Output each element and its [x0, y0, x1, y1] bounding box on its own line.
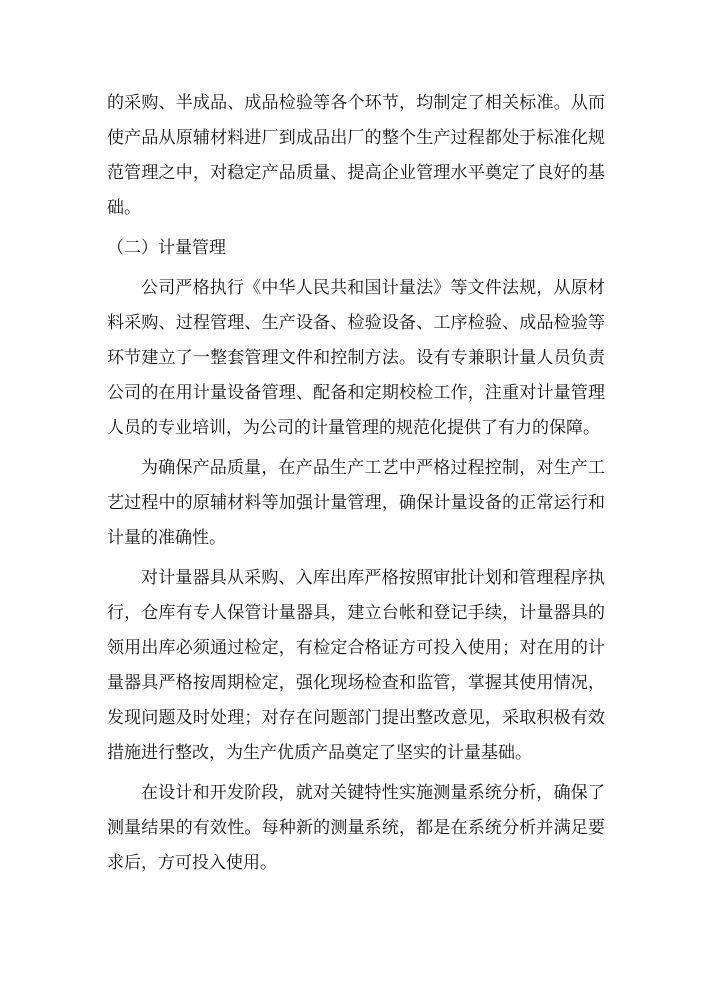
text-line: 领用出库必须通过检定，有检定合格证方可投入使用；对在用的计 — [107, 638, 605, 658]
text-line: 发现问题及时处理；对存在问题部门提出整改意见，采取积极有效 — [107, 708, 605, 728]
text-line: 公司严格执行《中华人民共和国计量法》等文件法规，从原材 — [141, 278, 605, 298]
text-line: 量器具严格按周期检定，强化现场检查和监管，掌握其使用情况， — [107, 673, 605, 693]
text-line: 措施进行整改，为生产优质产品奠定了坚实的计量基础。 — [107, 743, 532, 763]
text-line: 范管理之中，对稳定产品质量、提高企业管理水平奠定了良好的基 — [107, 163, 605, 183]
text-line: 的采购、半成品、成品检验等各个环节，均制定了相关标准。从而 — [107, 93, 605, 113]
section-heading — [107, 231, 605, 266]
text-line: 为确保产品质量，在产品生产工艺中严格过程控制，对生产工 — [141, 458, 605, 478]
paragraph-metrology-law — [107, 271, 605, 446]
text-line: 对计量器具从采购、入库出库严格按照审批计划和管理程序执 — [141, 568, 605, 588]
paragraph-process-control — [107, 451, 605, 556]
paragraph-instruments — [107, 561, 605, 771]
text-line: 人员的专业培训，为公司的计量管理的规范化提供了有力的保障。 — [107, 418, 600, 438]
text-line: 计量的准确性。 — [107, 528, 226, 548]
text-line: 在设计和开发阶段，就对关键特性实施测量系统分析，确保了 — [141, 783, 605, 803]
text-line: 料采购、过程管理、生产设备、检验设备、工序检验、成品检验等 — [107, 313, 605, 333]
paragraph-intro-continued — [107, 86, 605, 226]
section-heading-text: （二）计量管理 — [107, 238, 226, 258]
document-body — [107, 86, 605, 881]
text-line: 求后，方可投入使用。 — [107, 853, 277, 873]
text-line: 艺过程中的原辅材料等加强计量管理，确保计量设备的正常运行和 — [107, 493, 605, 513]
text-line: 公司的在用计量设备管理、配备和定期校检工作，注重对计量管理 — [107, 383, 605, 403]
text-line: 环节建立了一整套管理文件和控制方法。设有专兼职计量人员负责 — [107, 348, 605, 368]
text-line: 础。 — [107, 198, 141, 218]
text-line: 行，仓库有专人保管计量器具，建立台帐和登记手续，计量器具的 — [107, 603, 605, 623]
text-line: 使产品从原辅材料进厂到成品出厂的整个生产过程都处于标准化规 — [107, 128, 605, 148]
paragraph-msa — [107, 776, 605, 881]
text-line: 测量结果的有效性。每种新的测量系统，都是在系统分析并满足要 — [107, 818, 605, 838]
